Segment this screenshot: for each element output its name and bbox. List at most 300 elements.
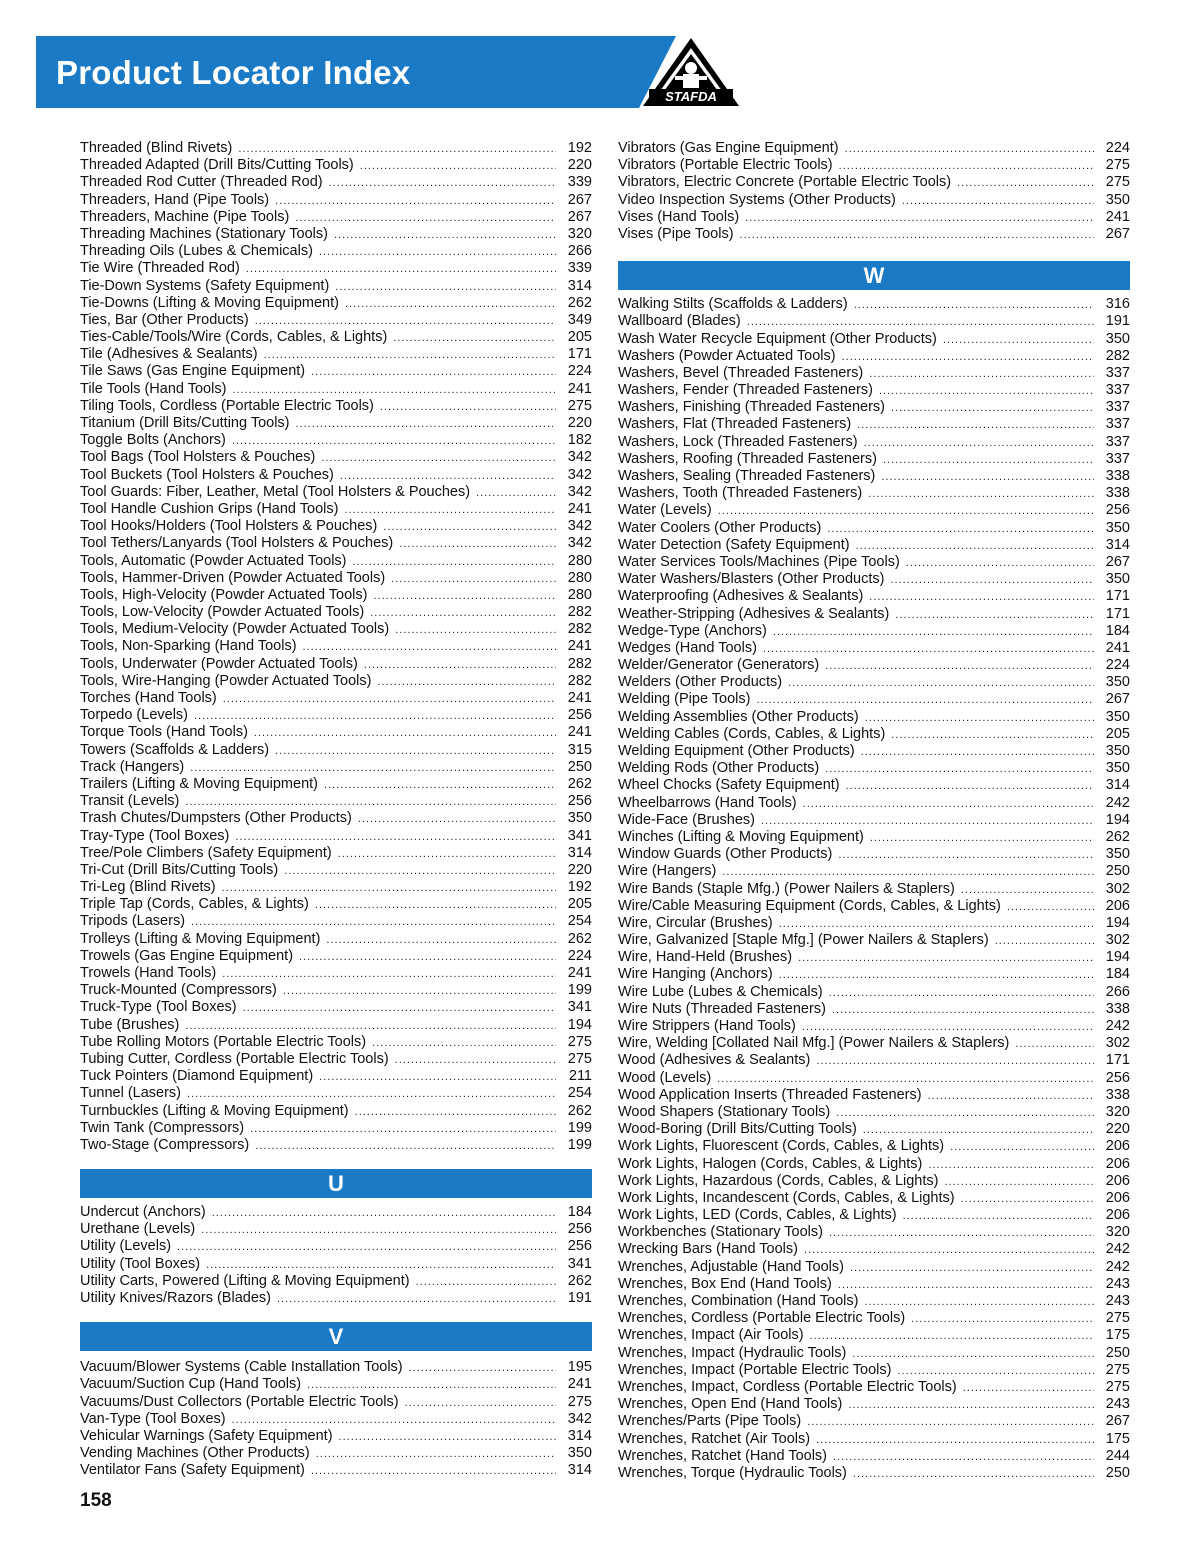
entry-name: Ties, Bar (Other Products) [80,311,249,328]
entry-name: Washers, Sealing (Threaded Fasteners) [618,468,876,484]
entry-name: Utility (Tool Boxes) [80,1255,201,1272]
index-entry [618,416,1130,433]
index-entry [618,709,1130,726]
dot-leader [718,503,1094,520]
entry-page: 199 [567,1136,592,1153]
entry-name: Urethane (Levels) [80,1221,196,1238]
entry-page: 350 [1105,191,1130,208]
entry-name: Wrenches, Torque (Hydraulic Tools) [618,1464,847,1481]
entry-page: 341 [567,1255,592,1272]
dot-leader [335,279,556,296]
entry-page: 194 [1105,914,1130,931]
index-entry [80,1273,592,1290]
entry-name: Wrenches, Open End (Hand Tools) [618,1396,843,1413]
index-entry [80,312,592,329]
entry-name: Wire Hanging (Anchors) [618,966,773,983]
entry-name: Wash Water Recycle Equipment (Other Products) [618,330,937,347]
index-entry [80,587,592,604]
index-entry [618,1310,1130,1327]
entry-name: Torpedo (Levels) [80,707,188,724]
dot-leader [788,675,1094,692]
index-entry [80,742,592,759]
entry-page: 337 [1105,364,1130,381]
entry-name: Walking Stilts (Scaffolds & Ladders) [618,296,848,313]
entry-name: Ventilator Fans (Safety Equipment) [80,1462,305,1479]
entry-name: Wrenches, Impact (Portable Electric Tools) [618,1361,892,1378]
entry-name: Trolleys (Lifting & Moving Equipment) [80,930,321,947]
entry-name: Torque Tools (Hand Tools) [80,724,248,741]
index-entry [618,1035,1130,1052]
dot-leader [869,589,1094,606]
entry-name: Wood Shapers (Stationary Tools) [618,1103,831,1120]
index-entry [618,606,1130,623]
entry-page: 242 [1105,1258,1130,1275]
entry-page: 182 [567,432,592,449]
entry-name: Threading Oils (Lubes & Chemicals) [80,243,313,260]
dot-leader [825,761,1094,778]
dot-leader [201,1222,556,1239]
index-entry [618,846,1130,863]
index-entry [618,451,1130,468]
entry-name: Work Lights, Incandescent (Cords, Cables, & Lights) [618,1189,955,1206]
dot-leader [825,658,1094,675]
index-entry [80,553,592,570]
section-header-u: U [80,1169,592,1198]
index-entry [618,502,1130,519]
dot-leader [232,433,556,450]
entry-page: 320 [1105,1224,1130,1241]
entry-name: Wrenches, Combination (Hand Tools) [618,1293,859,1309]
entry-page: 241 [567,380,592,397]
index-entry [618,1293,1130,1310]
dot-leader [264,347,556,364]
entry-name: Van-Type (Tool Boxes) [80,1410,226,1427]
entry-name: Triple Tap (Cords, Cables, & Lights) [80,896,309,913]
entry-name: Water Services Tools/Machines (Pipe Tools) [618,553,900,570]
dot-leader [326,932,556,949]
entry-name: Threaders, Hand (Pipe Tools) [80,191,270,208]
dot-leader [850,1260,1094,1277]
index-entry [80,278,592,295]
entry-name: Trowels (Gas Engine Equipment) [80,947,294,964]
index-entry [80,1034,592,1051]
entry-page: 342 [567,518,592,535]
dot-leader [747,314,1094,331]
entry-page: 350 [1105,519,1130,536]
entry-name: Washers, Flat (Threaded Fasteners) [618,416,852,433]
index-entry [618,571,1130,588]
entry-page: 275 [1105,174,1130,191]
index-entry [80,638,592,655]
index-entry [80,1394,592,1411]
index-entry [80,260,592,277]
index-entry [80,192,592,209]
entry-page: 205 [567,329,592,346]
dot-leader [911,1311,1094,1328]
index-entry [618,898,1130,915]
entry-name: Tile Saws (Gas Engine Equipment) [80,363,306,380]
entry-name: Wrenches, Impact, Cordless (Portable Electric Tools) [618,1378,957,1395]
entry-name: Tool Buckets (Tool Holsters & Pouches) [80,466,334,483]
dot-leader [377,674,556,691]
index-entry [618,157,1130,174]
entry-name: Work Lights, Hazardous (Cords, Cables, & Lights) [618,1172,939,1189]
dot-leader [816,1053,1094,1070]
entry-name: Trowels (Hand Tools) [80,965,217,981]
index-entry [80,1221,592,1238]
index-entry [618,348,1130,365]
entry-name: Washers, Tooth (Threaded Fasteners) [618,485,863,502]
entry-name: Tie-Down Systems (Safety Equipment) [80,277,330,294]
dot-leader [856,538,1094,555]
entry-page: 205 [1105,725,1130,742]
dot-leader [1015,1036,1094,1053]
entry-page: 339 [567,260,592,277]
dot-leader [222,880,556,897]
dot-leader [906,555,1094,572]
entry-page: 314 [567,277,592,294]
entry-page: 254 [567,913,592,930]
dot-leader [836,1105,1094,1122]
dot-leader [284,863,556,880]
index-entry [80,1359,592,1376]
v-entry-list [80,1359,592,1479]
entry-page: 350 [1105,743,1130,759]
entry-page: 337 [1105,399,1130,416]
index-entry [80,432,592,449]
index-entry [618,174,1130,191]
dot-leader [191,914,556,931]
entry-page: 350 [567,810,592,827]
index-entry [618,932,1130,949]
entry-page: 175 [1105,1327,1130,1344]
entry-name: Tools, Hammer-Driven (Powder Actuated Tools) [80,569,386,586]
dot-leader [869,366,1094,383]
index-entry [80,1137,592,1154]
entry-name: Tile (Adhesives & Sealants) [80,346,258,363]
index-entry [618,984,1130,1001]
entry-page: 275 [1105,1378,1130,1395]
entry-page: 267 [1105,225,1130,242]
page-title: Product Locator Index [56,54,411,91]
dot-leader [773,624,1094,641]
entry-page: 206 [1105,1172,1130,1189]
dot-leader [393,330,556,347]
entry-name: Work Lights, LED (Cords, Cables, & Lights) [618,1207,897,1224]
entry-name: Turnbuckles (Lifting & Moving Equipment) [80,1102,349,1119]
index-entry [618,1070,1130,1087]
dot-leader [963,1380,1094,1397]
index-entry [618,691,1130,708]
index-entry [80,948,592,965]
index-entry [80,1120,592,1137]
entry-page: 206 [1105,1207,1130,1224]
dot-leader [807,1414,1094,1431]
dot-leader [857,417,1094,434]
dot-leader [804,1242,1094,1259]
dot-leader [395,622,556,639]
index-entry [618,1465,1130,1482]
entry-page: 184 [1105,966,1130,983]
dot-leader [995,933,1094,950]
dot-leader [803,796,1094,813]
entry-page: 194 [1105,811,1130,828]
dot-leader [779,916,1094,933]
dot-leader [246,261,556,278]
dot-leader [399,536,556,553]
entry-page: 191 [567,1290,592,1306]
page-number: 158 [80,1490,112,1511]
entry-name: Utility Carts, Powered (Lifting & Moving Equipment) [80,1272,410,1289]
dot-leader [232,1412,556,1429]
index-entry [80,1428,592,1445]
dot-leader [238,141,556,158]
index-entry [618,382,1130,399]
index-entry [80,329,592,346]
index-entry [80,931,592,948]
dot-leader [890,572,1094,589]
entry-page: 338 [1105,1000,1130,1017]
dot-leader [832,1002,1094,1019]
dot-leader [373,588,556,605]
dot-leader [339,1429,556,1446]
entry-name: Wire, Welding [Collated Nail Mfg.] (Power Nailers & Staplers) [618,1035,1010,1052]
entry-page: 256 [1105,1069,1130,1086]
index-entry [618,915,1130,932]
t-entry-list [80,140,592,1154]
index-entry [80,381,592,398]
index-entry [80,295,592,312]
index-entry [618,520,1130,537]
index-entry [80,1290,592,1307]
index-entry [80,896,592,913]
entry-name: Truck-Mounted (Compressors) [80,982,277,999]
entry-name: Washers, Roofing (Threaded Fasteners) [618,450,877,467]
right-column [618,140,1130,1482]
dot-leader [854,297,1094,314]
entry-page: 350 [1105,708,1130,725]
dot-leader [816,1432,1094,1449]
dot-leader [897,1363,1094,1380]
entry-page: 338 [1105,485,1130,502]
entry-name: Washers, Finishing (Threaded Fasteners) [618,399,886,416]
index-entry [618,1241,1130,1258]
dot-leader [222,966,556,983]
entry-name: Wrenches, Adjustable (Hand Tools) [618,1258,844,1275]
entry-page: 256 [1105,502,1130,519]
entry-name: Vibrators (Gas Engine Equipment) [618,140,839,156]
entry-name: Transit (Levels) [80,793,180,810]
entry-page: 192 [567,140,592,156]
entry-name: Tiling Tools, Cordless (Portable Electric Tools) [80,397,374,414]
entry-name: Tunnel (Lasers) [80,1085,182,1102]
dot-leader [316,1446,556,1463]
entry-page: 341 [567,827,592,844]
index-entry [80,862,592,879]
dot-leader [802,1019,1094,1036]
index-entry [618,1276,1130,1293]
index-entry [80,467,592,484]
index-entry [618,1121,1130,1138]
index-entry [618,1379,1130,1396]
index-entry [618,209,1130,226]
dot-leader [864,1294,1094,1311]
entry-name: Wrenches, Impact (Air Tools) [618,1327,804,1344]
index-entry [618,726,1130,743]
entry-page: 314 [1105,536,1130,553]
entry-name: Wheelbarrows (Hand Tools) [618,794,797,811]
dot-leader [344,502,556,519]
entry-page: 350 [1105,760,1130,777]
index-entry [80,570,592,587]
dot-leader [1007,899,1094,916]
entry-name: Truck-Type (Tool Boxes) [80,999,237,1016]
dot-leader [839,158,1094,175]
entry-name: Threaded Adapted (Drill Bits/Cutting Tools) [80,157,354,174]
entry-page: 242 [1105,794,1130,811]
index-entry [80,845,592,862]
index-entry [618,1173,1130,1190]
entry-page: 192 [567,879,592,896]
dot-leader [868,486,1094,503]
dot-leader [329,175,556,192]
index-entry [80,518,592,535]
entry-name: Vacuum/Suction Cup (Hand Tools) [80,1376,302,1393]
entry-name: Vises (Pipe Tools) [618,225,734,242]
entry-page: 194 [1105,949,1130,966]
entry-page: 350 [1105,674,1130,691]
index-entry [618,365,1130,382]
index-entry [80,810,592,827]
entry-page: 256 [567,793,592,810]
dot-leader [943,332,1094,349]
entry-name: Wire, Circular (Brushes) [618,914,773,931]
dot-leader [476,485,556,502]
dot-leader [345,296,556,313]
index-entry [80,1051,592,1068]
dot-leader [254,725,556,742]
entry-name: Welding Assemblies (Other Products) [618,708,859,725]
entry-page: 282 [1105,347,1130,364]
dot-leader [864,435,1094,452]
entry-name: Threaded Rod Cutter (Threaded Rod) [80,174,323,191]
dot-leader [190,760,556,777]
index-entry [618,743,1130,760]
entry-name: Wrecking Bars (Hand Tools) [618,1241,798,1258]
dot-leader [319,244,556,261]
dot-leader [879,383,1094,400]
index-entry [618,1052,1130,1069]
entry-page: 184 [1105,622,1130,639]
dot-leader [853,1466,1094,1483]
index-entry [618,485,1130,502]
index-entry [80,707,592,724]
entry-name: Tools, Underwater (Powder Actuated Tools) [80,655,358,672]
entry-name: Wedges (Hand Tools) [618,639,757,656]
entry-page: 350 [1105,846,1130,863]
entry-page: 342 [567,449,592,466]
entry-name: Wrenches, Ratchet (Air Tools) [618,1430,811,1447]
entry-name: Tools, Medium-Velocity (Powder Actuated Tools) [80,621,390,638]
entry-name: Wire, Hand-Held (Brushes) [618,949,793,966]
dot-leader [370,605,556,622]
index-entry [80,449,592,466]
dot-leader [961,1191,1094,1208]
entry-name: Washers, Bevel (Threaded Fasteners) [618,364,864,381]
index-entry [618,640,1130,657]
dot-leader [235,829,556,846]
dot-leader [358,811,556,828]
entry-page: 243 [1105,1293,1130,1309]
dot-leader [360,158,556,175]
entry-page: 314 [567,1462,592,1479]
entry-name: Weather-Stripping (Adhesives & Sealants) [618,605,890,622]
dot-leader [895,607,1094,624]
dot-leader [717,1071,1094,1088]
entry-name: Tripods (Lasers) [80,913,186,930]
entry-name: Wrenches, Ratchet (Hand Tools) [618,1447,828,1464]
entry-name: Tools, High-Velocity (Powder Actuated Tools) [80,586,368,603]
entry-name: Wire Strippers (Hand Tools) [618,1018,796,1034]
v-continued-entry-list [618,140,1130,243]
entry-name: Wood (Adhesives & Sealants) [618,1052,811,1069]
entry-name: Water Coolers (Other Products) [618,519,822,536]
entry-name: Video Inspection Systems (Other Products) [618,191,896,208]
entry-name: Vacuums/Dust Collectors (Portable Electric Tools) [80,1393,399,1410]
entry-page: 314 [1105,777,1130,794]
entry-page: 256 [567,1221,592,1238]
dot-leader [324,777,556,794]
dot-leader [861,744,1094,761]
index-entry [80,1238,592,1255]
entry-page: 206 [1105,897,1130,914]
dot-leader [277,1291,556,1308]
dot-leader [928,1088,1094,1105]
entry-page: 282 [567,672,592,689]
entry-page: 194 [567,1016,592,1033]
entry-name: Wrenches, Impact (Hydraulic Tools) [618,1344,847,1361]
index-entry [618,434,1130,451]
index-entry [80,776,592,793]
dot-leader [194,708,556,725]
dot-leader [863,1122,1094,1139]
entry-name: Tri-Leg (Blind Rivets) [80,879,216,896]
entry-page: 256 [567,707,592,724]
entry-page: 267 [1105,553,1130,570]
entry-page: 275 [567,1393,592,1410]
entry-page: 241 [567,724,592,741]
index-entry [618,468,1130,485]
dot-leader [761,813,1094,830]
dot-leader [881,469,1094,486]
index-entry [80,724,592,741]
index-entry [618,1448,1130,1465]
entry-page: 302 [1105,880,1130,897]
dot-leader [255,1138,556,1155]
dot-leader [846,778,1094,795]
index-entry [618,1104,1130,1121]
dot-leader [340,468,556,485]
index-entry [80,999,592,1016]
entry-page: 316 [1105,296,1130,313]
index-entry [618,1327,1130,1344]
entry-name: Welding Rods (Other Products) [618,760,820,777]
w-entry-list [618,296,1130,1482]
dot-leader [250,1121,556,1138]
entry-name: Tool Guards: Fiber, Leather, Metal (Tool Holsters & Pouches) [80,483,471,500]
entry-name: Wire (Hangers) [618,863,717,880]
entry-name: Tuck Pointers (Diamond Equipment) [80,1068,314,1085]
